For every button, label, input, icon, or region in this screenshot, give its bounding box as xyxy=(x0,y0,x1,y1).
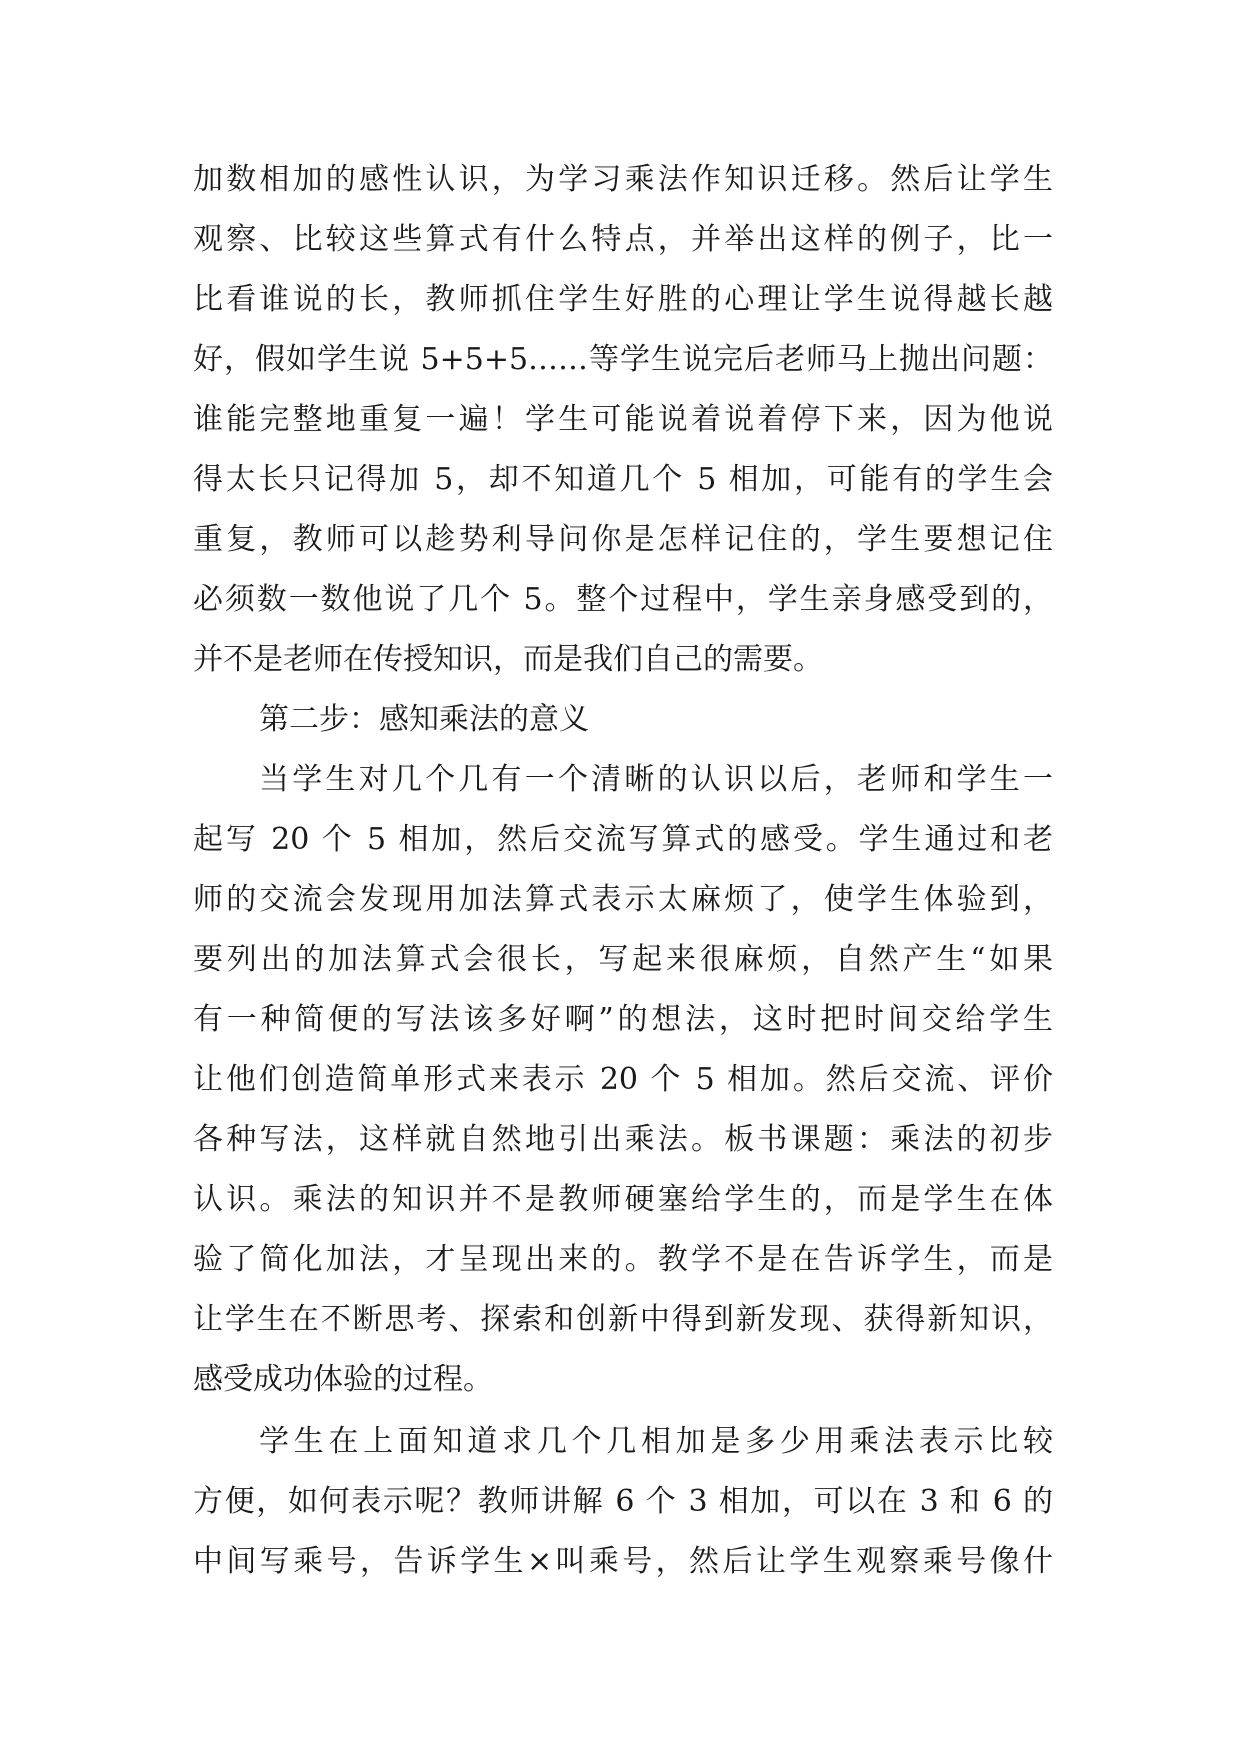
text-line: 中间写乘号，告诉学生×叫乘号，然后让学生观察乘号像什 xyxy=(193,1544,1053,1579)
text-line: 师的交流会发现用加法算式表示太麻烦了，使学生体验到， xyxy=(193,882,1053,917)
text-line: 验了简化加法，才呈现出来的。教学不是在告诉学生，而是 xyxy=(193,1242,1053,1277)
text-line: 加数相加的感性认识，为学习乘法作知识迁移。然后让学生 xyxy=(193,162,1053,197)
text-line: 让学生在不断思考、探索和创新中得到新发现、获得新知识， xyxy=(193,1302,1053,1337)
text-line: 得太长只记得加 5，却不知道几个 5 相加，可能有的学生会 xyxy=(193,462,1053,497)
text-line: 让他们创造简单形式来表示 20 个 5 相加。然后交流、评价 xyxy=(193,1062,1053,1097)
text-line: 有一种简便的写法该多好啊”的想法，这时把时间交给学生 xyxy=(193,1002,1053,1037)
text-line: 必须数一数他说了几个 5。整个过程中，学生亲身感受到的， xyxy=(193,582,1053,617)
text-line: 方便，如何表示呢？教师讲解 6 个 3 相加，可以在 3 和 6 的 xyxy=(193,1484,1053,1519)
text-line: 起写 20 个 5 相加，然后交流写算式的感受。学生通过和老 xyxy=(193,822,1053,857)
text-line: 认识。乘法的知识并不是教师硬塞给学生的，而是学生在体 xyxy=(193,1182,1053,1217)
paragraph-first-line: 当学生对几个几有一个清晰的认识以后，老师和学生一 xyxy=(259,762,1053,797)
text-line: 各种写法，这样就自然地引出乘法。板书课题：乘法的初步 xyxy=(193,1122,1053,1157)
text-line: 比看谁说的长，教师抓住学生好胜的心理让学生说得越长越 xyxy=(193,282,1053,317)
text-line: 感受成功体验的过程。 xyxy=(193,1362,493,1397)
body-text xyxy=(193,150,1053,1592)
text-line: 好，假如学生说 5+5+5……等学生说完后老师马上抛出问题： xyxy=(193,342,1053,377)
text-line: 谁能完整地重复一遍！学生可能说着说着停下来，因为他说 xyxy=(193,402,1053,437)
text-line: 并不是老师在传授知识，而是我们自己的需要。 xyxy=(193,642,823,677)
text-line: 要列出的加法算式会很长，写起来很麻烦，自然产生“如果 xyxy=(193,942,1053,977)
paragraph-first-line: 学生在上面知道求几个几相加是多少用乘法表示比较 xyxy=(259,1424,1053,1459)
text-line: 观察、比较这些算式有什么特点，并举出这样的例子，比一 xyxy=(193,222,1053,257)
section-heading: 第二步：感知乘法的意义 xyxy=(259,702,589,737)
text-line: 重复，教师可以趁势利导问你是怎样记住的，学生要想记住 xyxy=(193,522,1053,557)
